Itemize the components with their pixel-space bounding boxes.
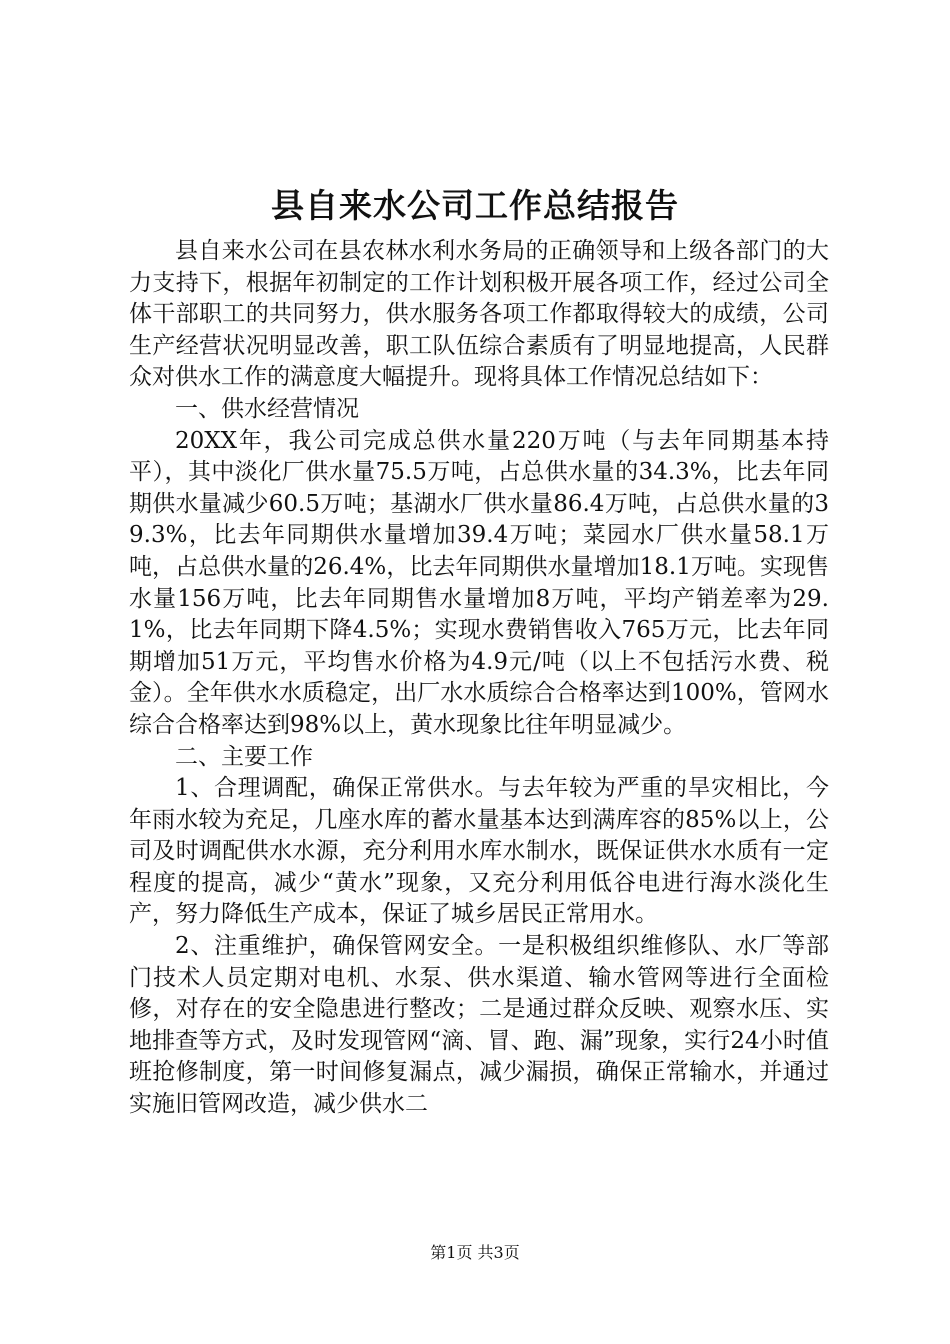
supply-operations-paragraph: 20XX年，我公司完成总供水量220万吨（与去年同期基本持平），其中淡化厂供水量75.5万吨，占总供水量的34.3%，比去年同期供水量减少60.5万吨；基湖水厂供水量86.4万吨，占总供水量的39.3%，比去年同期供水量增加39.4万吨；菜园水厂供水量58.1万吨，占总供水量的26.4%，比去年同期供水量增加18.1万吨。实现售水量156万吨，比去年同期售水量增加8万吨，平均产销差率为29.1%，比去年同期下降4.5%；实现水费销售收入765万元，比去年同期增加51万元，平均售水价格为4.9元/吨（以上不包括污水费、税金）。全年供水水质稳定，出厂水水质综合合格率达到100%，管网水综合合格率达到98%以上，黄水现象比往年明显减少。 bbox=[129, 427, 829, 738]
document-body bbox=[129, 236, 829, 1121]
intro-paragraph: 县自来水公司在县农林水利水务局的正确领导和上级各部门的大力支持下，根据年初制定的工作计划积极开展各项工作，经过公司全体干部职工的共同努力，供水服务各项工作都取得较大的成绩，公司生产经营状况明显改善，职工队伍综合素质有了明显地提高，人民群众对供水工作的满意度大幅提升。现将具体工作情况总结如下： bbox=[129, 238, 829, 391]
main-work-item-2-paragraph: 2、注重维护，确保管网安全。一是积极组织维修队、水厂等部门技术人员定期对电机、水泵、供水渠道、输水管网等进行全面检修，对存在的安全隐患进行整改；二是通过群众反映、观察水压、实地排查等方式，及时发现管网“滴、冒、跑、漏”现象，实行24小时值班抢修制度，第一时间修复漏点，减少漏损，确保正常输水，并通过实施旧管网改造，减少供水二 bbox=[129, 933, 829, 1118]
page-number-footer: 第1页 共3页 bbox=[430, 1243, 520, 1262]
document-title: 县自来水公司工作总结报告 bbox=[271, 186, 679, 225]
section-heading-main-work: 二、主要工作 bbox=[175, 743, 313, 770]
section-heading-supply-operations: 一、供水经营情况 bbox=[175, 395, 359, 422]
main-work-item-1-paragraph: 1、合理调配，确保正常供水。与去年较为严重的旱灾相比，今年雨水较为充足，几座水库的蓄水量基本达到满库容的85%以上，公司及时调配供水水源，充分利用水库水制水，既保证供水水质有一定程度的提高，减少“黄水”现象，又充分利用低谷电进行海水淡化生产，努力降低生产成本，保证了城乡居民正常用水。 bbox=[129, 775, 829, 928]
